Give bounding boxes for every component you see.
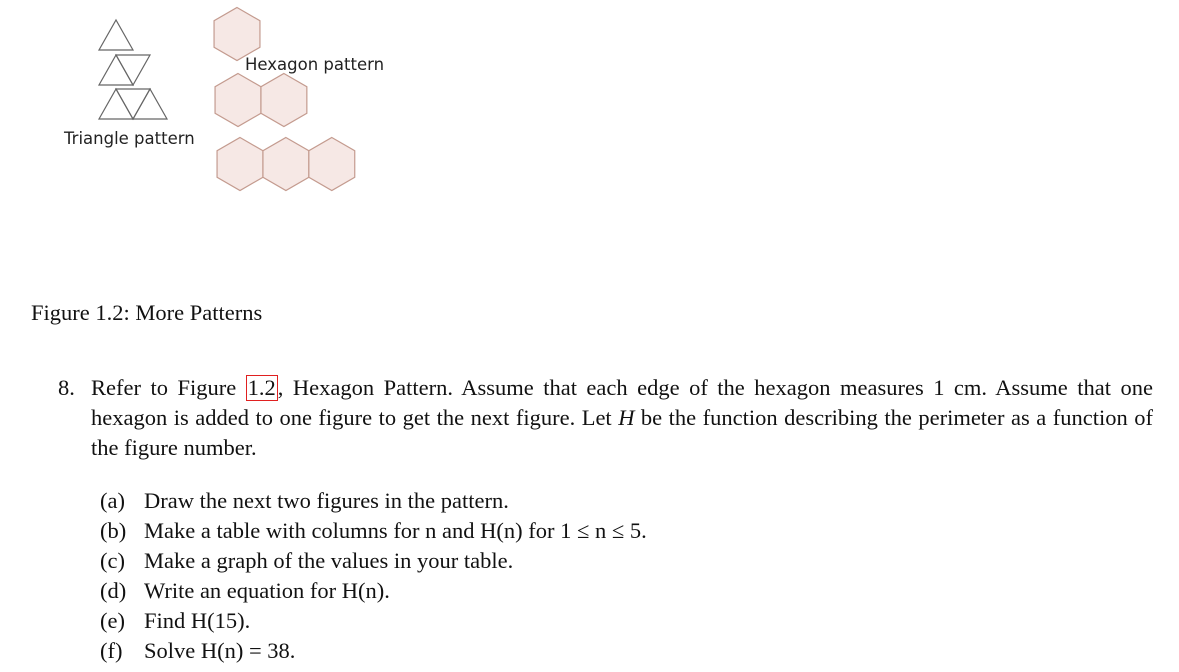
statement-text-3: be the function describing the perimeter as a function of the figure number. — [91, 405, 1153, 460]
triangle-shape — [99, 55, 133, 85]
triangle-shape — [133, 89, 167, 119]
part-item — [100, 576, 647, 606]
part-label: (b) — [100, 518, 127, 543]
triangle-shape — [116, 55, 150, 85]
part-text: Solve H(n) = 38. — [144, 638, 296, 663]
part-item — [100, 636, 647, 666]
triangle-shape — [116, 89, 150, 119]
part-text: Draw the next two figures in the pattern. — [144, 488, 509, 513]
hexagon-shape — [214, 8, 260, 61]
part-item — [100, 606, 647, 636]
problem-parts-list — [100, 486, 647, 666]
part-label: (a) — [100, 488, 125, 513]
problem-number: 8. — [58, 375, 75, 400]
part-label: (d) — [100, 578, 127, 603]
triangle-pattern-label: Triangle pattern — [64, 129, 195, 148]
part-label: (c) — [100, 548, 125, 573]
variable-h: H — [618, 405, 635, 430]
hexagon-shape — [217, 138, 263, 191]
triangle-shape — [99, 89, 133, 119]
problem-8 — [58, 373, 1153, 463]
part-label: (e) — [100, 608, 125, 633]
figure-caption: Figure 1.2: More Patterns — [31, 300, 263, 325]
part-item — [100, 546, 647, 576]
triangle-shape — [99, 20, 133, 50]
triangle-pattern-drawing — [99, 20, 167, 119]
patterns-figure — [0, 0, 1179, 240]
hexagon-pattern-label: Hexagon pattern — [245, 55, 385, 74]
part-text: Find H(15). — [144, 608, 251, 633]
problem-statement — [91, 373, 1153, 463]
part-item — [100, 486, 647, 516]
statement-text-1: Refer to Figure — [91, 375, 246, 400]
hexagon-pattern-drawing — [214, 8, 355, 191]
part-item — [100, 516, 647, 546]
part-label: (f) — [100, 638, 123, 663]
statement-text-2: , Hexagon Pattern. Assume that each edge of the hexagon measures 1 cm. Assume that one hexagon is added to one figure to get the next figure. Let — [91, 375, 1153, 430]
figure-reference-link[interactable]: 1.2 — [247, 375, 276, 400]
part-text: Make a graph of the values in your table. — [144, 548, 514, 573]
hexagon-shape — [215, 74, 261, 127]
hexagon-shape — [263, 138, 309, 191]
part-text: Write an equation for H(n). — [144, 578, 390, 603]
hexagon-shape — [261, 74, 307, 127]
hexagon-shape — [309, 138, 355, 191]
part-text: Make a table with columns for n and H(n) for 1 ≤ n ≤ 5. — [144, 518, 647, 543]
